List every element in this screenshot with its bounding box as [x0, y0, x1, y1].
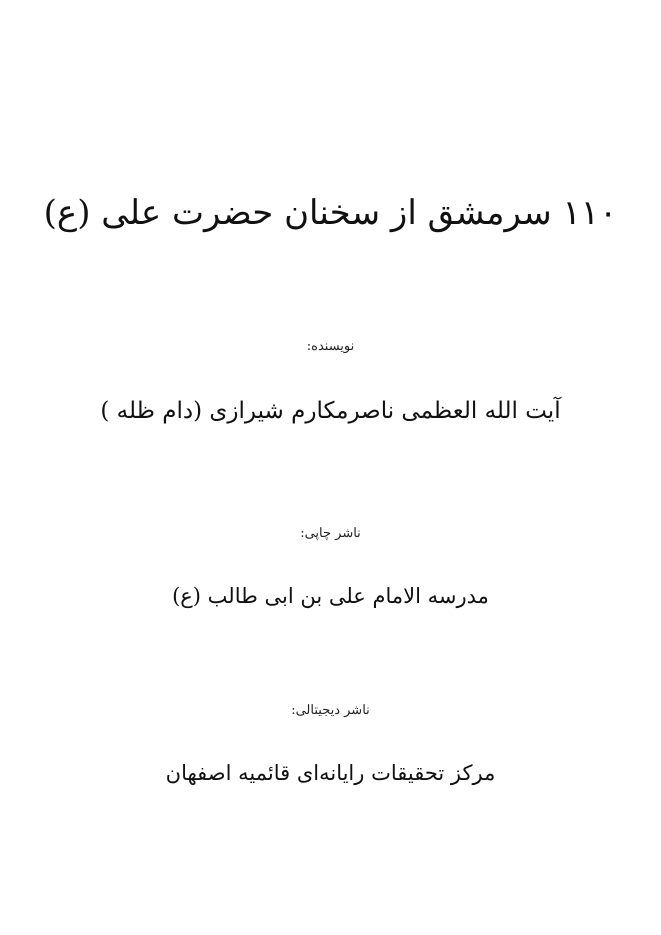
document-title: ۱۱۰ سرمشق از سخنان حضرت علی (ع): [43, 192, 618, 233]
digital-publisher-name: مرکز تحقیقات رایانه‌ای قائمیه اصفهان: [165, 761, 496, 785]
print-publisher-name: مدرسه الامام علی بن ابی طالب (ع): [172, 584, 489, 608]
author-name: آیت الله العظمی ناصرمکارم شیرازی (دام ظله ): [100, 398, 561, 424]
print-publisher-label: ناشر چاپی:: [300, 526, 361, 541]
digital-publisher-label: ناشر دیجیتالی:: [291, 703, 370, 718]
author-label: نویسنده:: [306, 339, 355, 354]
